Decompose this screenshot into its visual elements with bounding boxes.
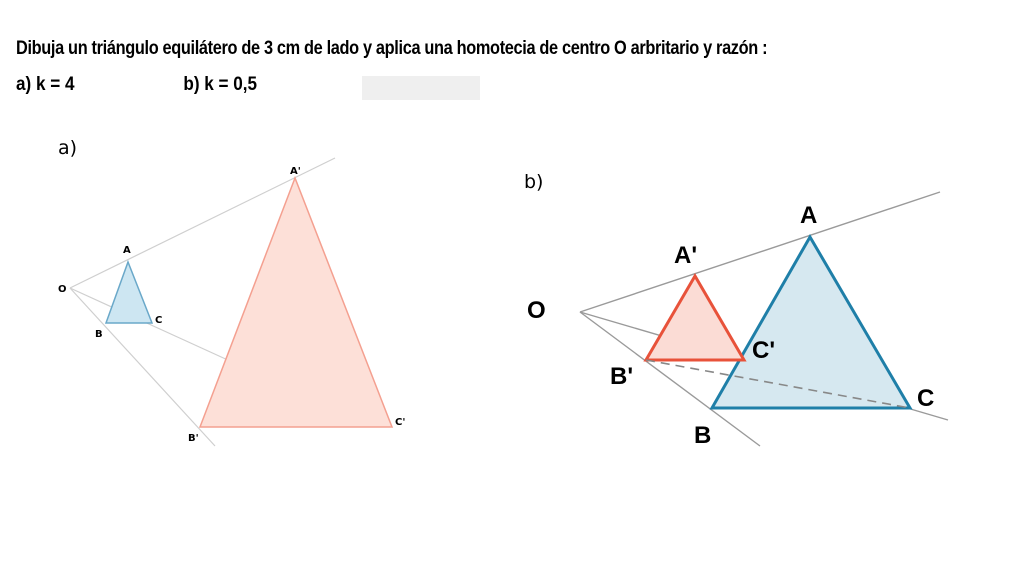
figure-b bbox=[524, 171, 948, 449]
option-a: a) k = 4 bbox=[16, 74, 75, 95]
image-triangle-b bbox=[646, 276, 744, 360]
label-B-a: B bbox=[95, 329, 103, 340]
ray-oa-b bbox=[580, 192, 940, 312]
label-A1-b: A' bbox=[674, 242, 698, 269]
label-A1-a: A' bbox=[290, 166, 301, 177]
option-b: b) k = 0,5 bbox=[183, 74, 258, 95]
label-B1-b: B' bbox=[610, 363, 634, 390]
label-B1-a: B' bbox=[188, 433, 199, 444]
ray-oc bbox=[70, 288, 230, 361]
label-C1-a: C' bbox=[395, 417, 406, 428]
figure-a-caption: a) bbox=[58, 137, 78, 159]
figure-b-caption: b) bbox=[524, 171, 544, 193]
label-o-a: O bbox=[58, 284, 67, 295]
original-triangle-a bbox=[106, 262, 152, 323]
figure-a bbox=[58, 137, 405, 446]
image-triangle-a bbox=[200, 178, 392, 427]
label-o-b: O bbox=[527, 297, 546, 324]
label-B-b: B bbox=[694, 422, 712, 449]
label-C-a: C bbox=[155, 315, 163, 326]
original-triangle-b bbox=[712, 237, 910, 408]
problem-statement: Dibuja un triángulo equilátero de 3 cm de lado y aplica una homotecia de centro O arbritario y razón : bbox=[16, 38, 768, 59]
label-A-a: A bbox=[123, 245, 131, 256]
label-C1-b: C' bbox=[752, 337, 776, 364]
label-A-b: A bbox=[800, 202, 818, 229]
label-C-b: C bbox=[917, 385, 935, 412]
